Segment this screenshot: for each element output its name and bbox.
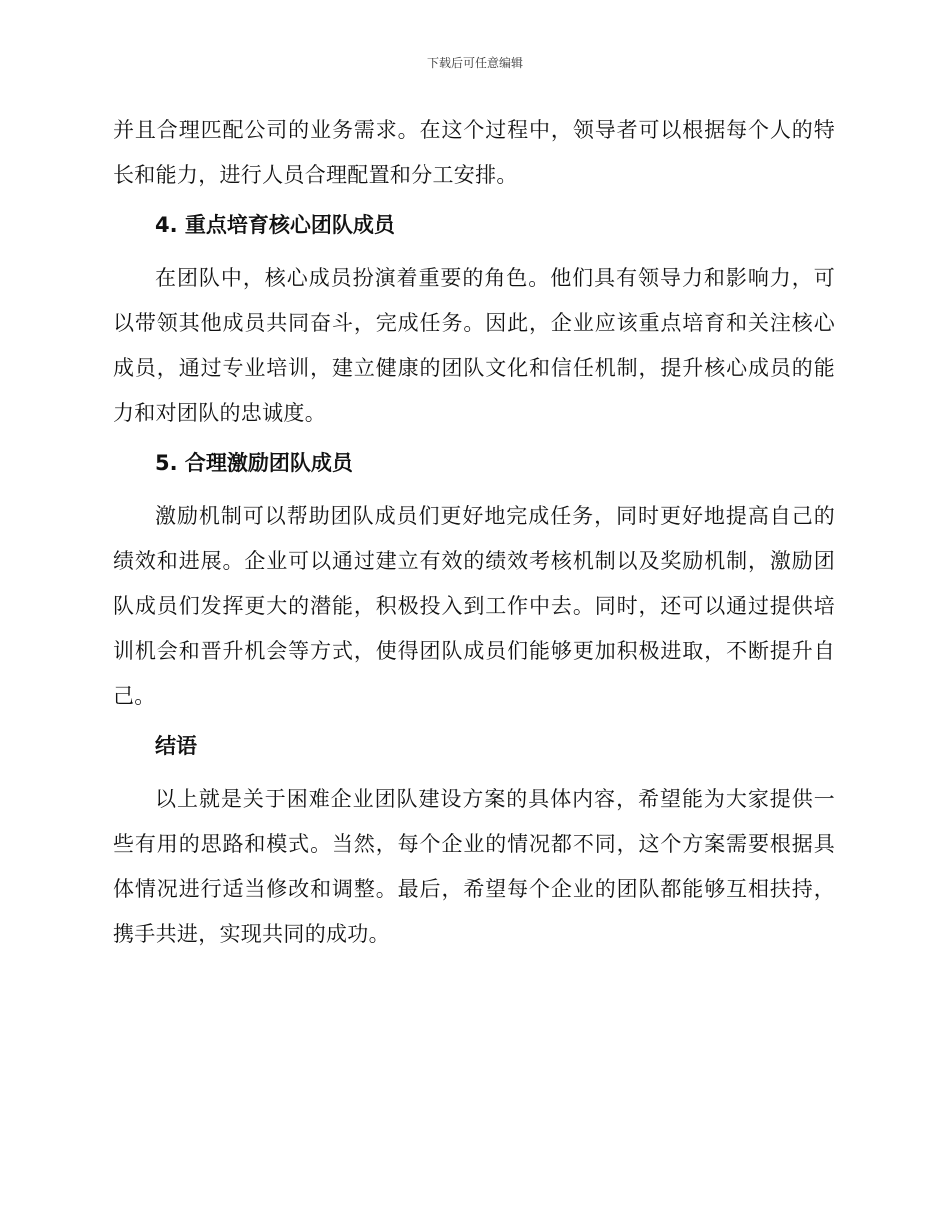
paragraph-continuation: 并且合理匹配公司的业务需求。在这个过程中，领导者可以根据每个人的特长和能力，进行人员合理配置和分工安排。: [113, 118, 835, 187]
page-header-note: 下载后可任意编辑: [426, 56, 523, 70]
paragraph-conclusion: 以上就是关于困难企业团队建设方案的具体内容，希望能为大家提供一些有用的思路和模式。当然，每个企业的情况都不同，这个方案需要根据具体情况进行适当修改和调整。最后，希望每个企业的团队都能够互相扶持，携手共进，实现共同的成功。: [113, 787, 835, 946]
section-heading-5: 5. 合理激励团队成员: [155, 451, 353, 475]
paragraph-incentives: 激励机制可以帮助团队成员们更好地完成任务，同时更好地提高自己的绩效和进展。企业可以通过建立有效的绩效考核机制以及奖励机制，激励团队成员们发挥更大的潜能，积极投入到工作中去。同时，还可以通过提供培训机会和晋升机会等方式，使得团队成员们能够更加积极进取，不断提升自己。: [113, 504, 835, 708]
section-heading-4: 4. 重点培育核心团队成员: [155, 213, 395, 237]
document-body: [113, 108, 835, 962]
section-heading-conclusion: 结语: [155, 734, 197, 758]
paragraph-core-members: 在团队中，核心成员扮演着重要的角色。他们具有领导力和影响力，可以带领其他成员共同奋斗，完成任务。因此，企业应该重点培育和关注核心成员，通过专业培训，建立健康的团队文化和信任机制，提升核心成员的能力和对团队的忠诚度。: [113, 266, 835, 425]
